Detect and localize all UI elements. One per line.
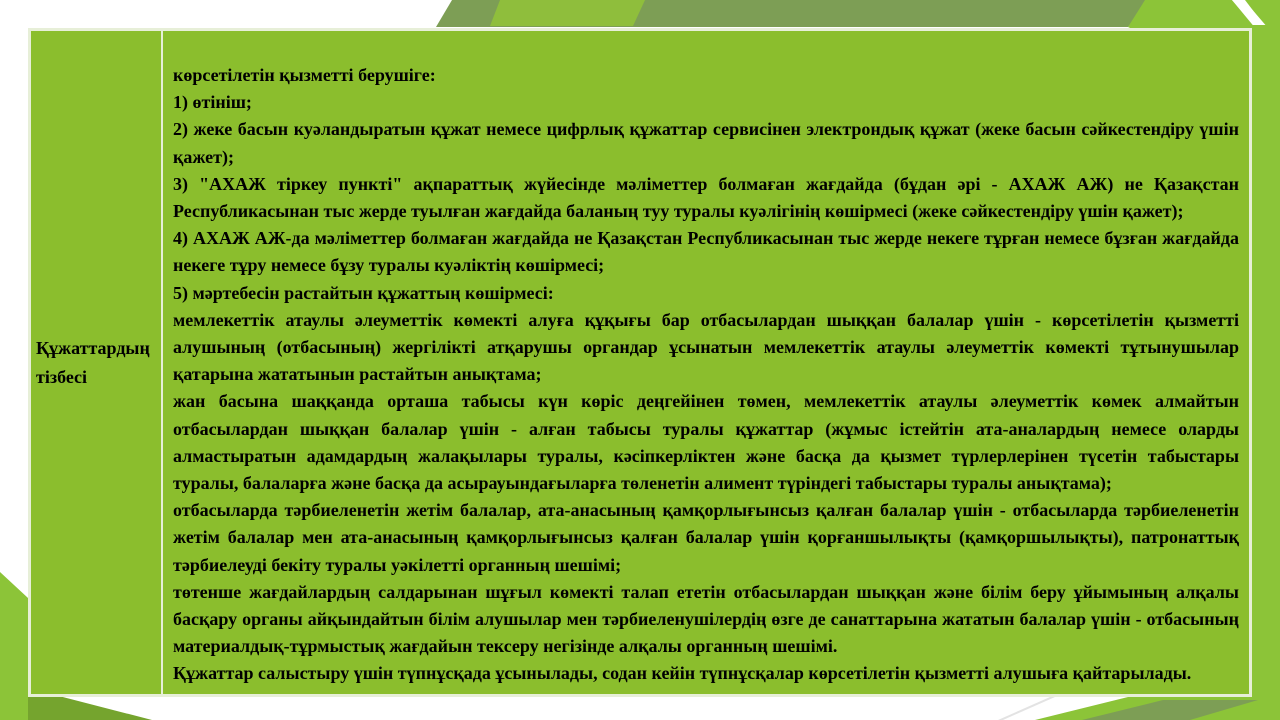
paragraph-item-2: 2) жеке басын куәландыратын құжат немесе цифрлық құжаттар сервисінен электрондық құжат (жеке басын сәйкестендіру үшін қажет); <box>173 119 1239 167</box>
right-edge-strip <box>1250 25 1280 697</box>
row-header-cell <box>31 31 161 694</box>
top-accent-segment <box>490 0 645 26</box>
bottom-faint-diagonal <box>998 697 1055 720</box>
paragraph-orphans: отбасыларда тәрбиеленетін жетім балалар, ата-анасының қамқорлығынсыз қалған балалар үшін - отбасыларда тәрбиеленетін жетім балалар мен ата-анасының қамқорлығынсыз қалған балалар үшін қорғаншылықты (қамқоршылықты), патронаттық тәрбиелеуді бекіту туралы уәкілетті органның шешімі; <box>173 500 1239 575</box>
paragraph-item-4: 4) АХАЖ АЖ-да мәліметтер болмаған жағдайда не Қазақстан Республикасынан тыс жерде некеге тұрған немесе бұзған жағдайда некеге тұру немесе бұзу туралы куәліктің көшірмесі; <box>173 228 1239 276</box>
paragraph-originals-note: Құжаттар салыстыру үшін түпнұсқада ұсынылады, содан кейін түпнұсқалар көрсетілетін қызметті алушыға қайтарылады. <box>173 663 1192 684</box>
left-edge-strip <box>0 572 28 720</box>
paragraph-item-1: 1) өтініш; <box>173 92 252 113</box>
paragraph-status-aid: мемлекеттік атаулы әлеуметтік көмекті алуға құқығы бар отбасылардан шыққан балалар үшін - көрсетілетін қызметті алушының (отбасының) жергілікті атқарушы органдар ұсынатын мемлекеттік атаулы әлеуметтік көмекті тұтынушылар қатарына жататынын растайтын анықтама; <box>173 309 1239 385</box>
row-header-label: Құжаттардың тізбесі <box>36 337 150 387</box>
documents-table <box>28 28 1252 697</box>
paragraph-item-5: 5) мәртебесін растайтын құжаттың көшірмесі: <box>173 282 554 303</box>
paragraph-provider-intro: көрсетілетін қызметті берушіге: <box>173 65 436 85</box>
paragraph-income: жан басына шаққанда орташа табысы күн көріс деңгейінен төмен, мемлекеттік атаулы әлеуметтік көмек алмайтын отбасылардан шыққан балалар үшін - алған табысы туралы құжаттар (жұмыс істейтін ата-аналардың немесе оларды алмастыратын адамдардың жалақылары туралы, кәсіпкерліктен және басқа да қызмет түрлерлерінен түсетін табыстары туралы, балаларға және басқа да асырауындағыларға төленетін алимент түріндегі табыстары туралы анықтама); <box>173 391 1239 494</box>
documents-list-cell <box>163 31 1249 694</box>
paragraph-item-3: 3) "АХАЖ тіркеу пункті" ақпараттық жүйесінде мәліметтер болмаған жағдайда (бұдан әрі - АХАЖ АЖ) не Қазақстан Республикасынан тыс жерде туылған жағдайда баланың туу туралы куәлігінің көшірмесі (жеке сәйкестендіру үшін қажет); <box>173 173 1239 222</box>
bottom-left-wedge <box>28 695 152 720</box>
paragraph-emergency: төтенше жағдайлардың салдарынан шұғыл көмекті талап ететін отбасылардан шыққан және білім беру ұйымының алқалы басқару органы айқындайтын білім алушылар мен тәрбиеленушілердің өзге де санаттарына жататын балалар үшін - отбасының материалдық-тұрмыстық жағдайын тексеру негізінде алқалы органның шешімі. <box>173 581 1239 657</box>
